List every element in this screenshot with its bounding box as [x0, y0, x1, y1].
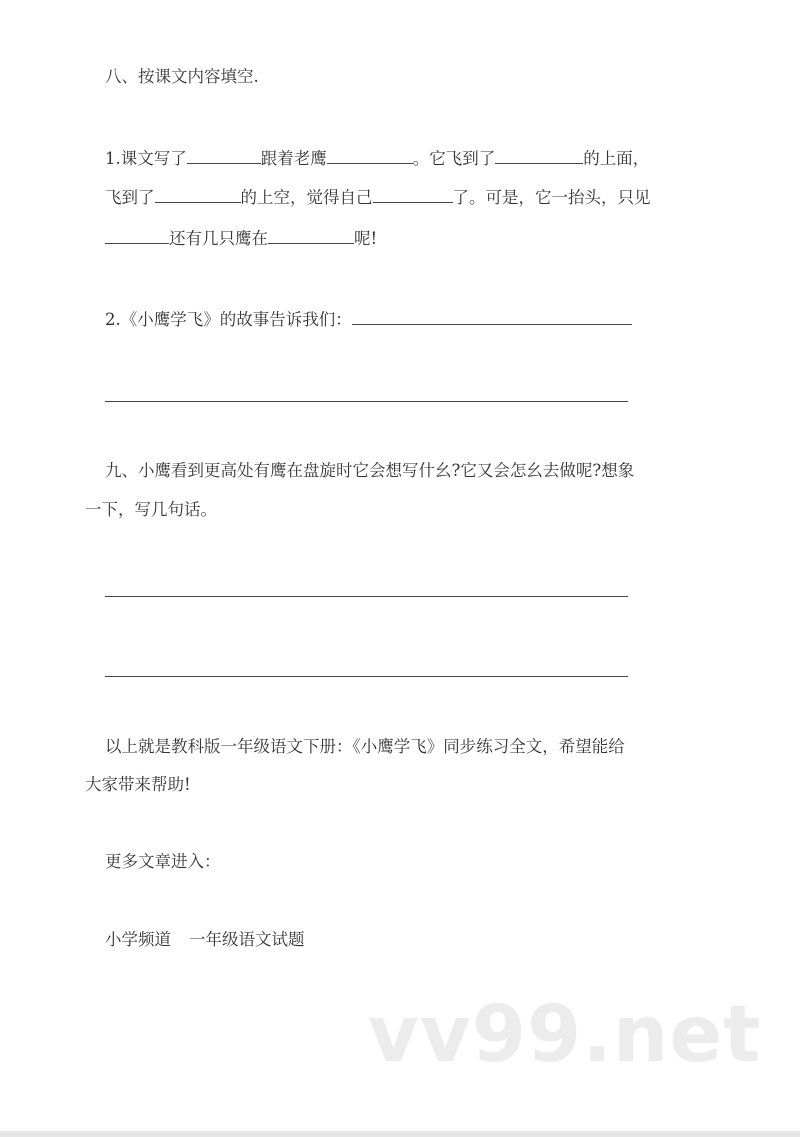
- q1-line1: [105, 145, 649, 171]
- q1-text: 飞到了: [105, 188, 155, 207]
- closing-line1: 以上就是教科版一年级语文下册：《小鹰学飞》同步练习全文，希望能给: [105, 737, 625, 756]
- link-primary-channel[interactable]: 小学频道: [105, 930, 171, 949]
- q1-text: 呢!: [354, 229, 378, 248]
- q1-text: 的上面，: [583, 149, 650, 168]
- section9-line2: 一下，写几句话。: [85, 500, 217, 519]
- q1-line2: [105, 184, 651, 210]
- answer-line[interactable]: [352, 306, 632, 325]
- fill-blank[interactable]: [105, 225, 169, 244]
- q2-text: 2.《小鹰学飞》的故事告诉我们：: [105, 310, 352, 329]
- q1-line3: [105, 225, 377, 251]
- q1-text: 的上空，觉得自己: [240, 188, 373, 207]
- q1-text: 。它飞到了: [412, 149, 496, 168]
- answer-line[interactable]: [105, 401, 628, 402]
- related-links: [105, 928, 305, 952]
- q1-text: 跟着老鹰: [260, 149, 327, 168]
- fill-blank[interactable]: [268, 225, 354, 244]
- answer-line[interactable]: [105, 596, 628, 597]
- page-bottom-edge: [0, 1131, 800, 1137]
- fill-blank[interactable]: [373, 184, 453, 203]
- q1-text: 1.课文写了: [105, 149, 187, 168]
- q1-text: 了。可是，它一抬头，只见: [452, 188, 651, 207]
- q2-line: [105, 306, 632, 332]
- section8-heading: 八、按课文内容填空.: [105, 67, 259, 86]
- fill-blank[interactable]: [187, 145, 261, 164]
- more-articles-label: 更多文章进入：: [105, 852, 221, 871]
- fill-blank[interactable]: [495, 145, 583, 164]
- answer-line[interactable]: [105, 676, 628, 677]
- watermark: vv99.net: [368, 990, 762, 1080]
- closing-line2: 大家带来帮助!: [85, 775, 191, 794]
- section9-line1: 九、小鹰看到更高处有鹰在盘旋时它会想写什幺?它又会怎幺去做呢?想象: [105, 461, 635, 480]
- link-grade1-chinese-tests[interactable]: 一年级语文试题: [189, 930, 305, 949]
- fill-blank[interactable]: [155, 184, 241, 203]
- fill-blank[interactable]: [327, 145, 413, 164]
- q1-text: 还有几只鹰在: [169, 229, 268, 248]
